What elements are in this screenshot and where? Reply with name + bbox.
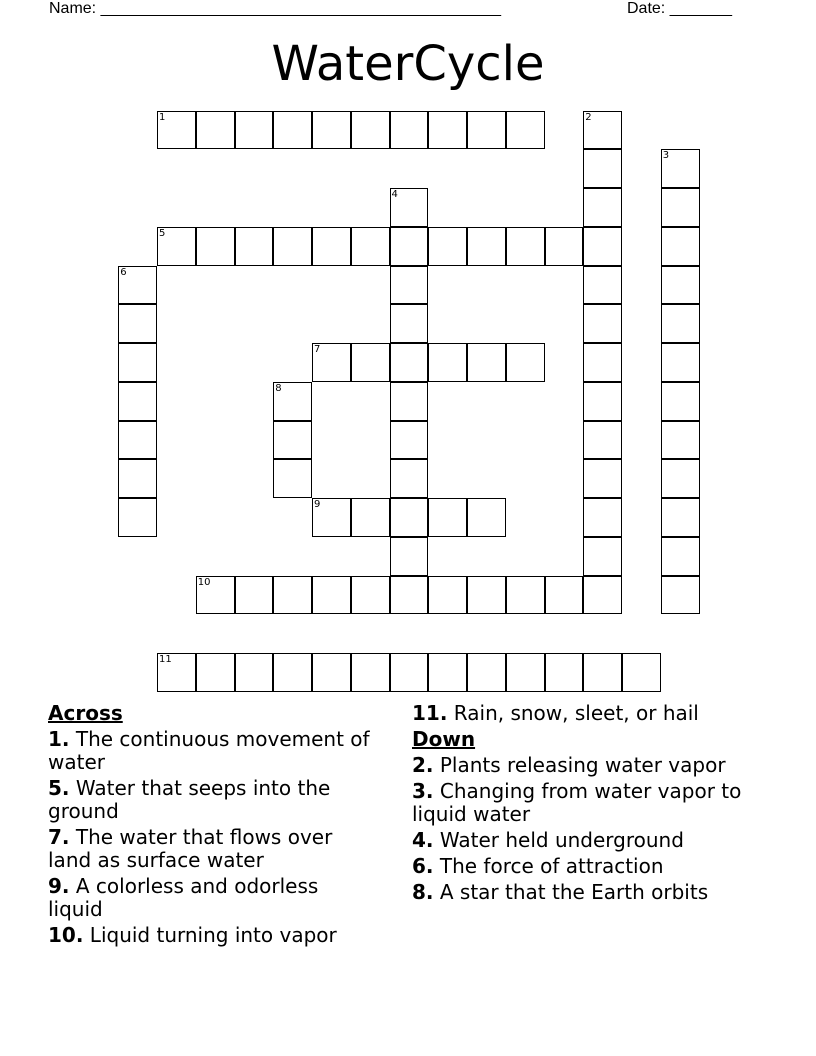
grid-cell[interactable]	[583, 111, 622, 150]
grid-cell[interactable]	[118, 421, 157, 460]
clue-number: 6.	[412, 854, 434, 878]
grid-cell[interactable]	[506, 343, 545, 382]
grid-cell[interactable]	[390, 304, 429, 343]
grid-cell[interactable]	[506, 111, 545, 150]
grid-cell[interactable]	[661, 266, 700, 305]
down-heading: Down	[412, 727, 476, 751]
grid-cell[interactable]	[235, 576, 274, 615]
grid-cell[interactable]	[428, 576, 467, 615]
grid-cell[interactable]	[273, 421, 312, 460]
grid-cell[interactable]	[467, 498, 506, 537]
clue-number: 11.	[412, 701, 448, 725]
down-clue-8	[412, 881, 772, 904]
grid-cell[interactable]	[273, 576, 312, 615]
puzzle-title: WaterCycle	[271, 36, 545, 92]
grid-cell[interactable]	[390, 266, 429, 305]
grid-cell[interactable]	[583, 227, 622, 266]
grid-cell[interactable]	[661, 576, 700, 615]
grid-cell[interactable]	[312, 343, 351, 382]
cell-number: 10	[197, 576, 211, 588]
grid-cell[interactable]	[273, 227, 312, 266]
across-heading: Across	[48, 701, 123, 725]
grid-cell[interactable]	[583, 188, 622, 227]
grid-cell[interactable]	[467, 343, 506, 382]
clue-text: The force of attraction	[433, 854, 664, 878]
grid-cell[interactable]	[545, 227, 584, 266]
grid-cell[interactable]	[118, 498, 157, 537]
clue-text: Liquid turning into vapor	[83, 923, 337, 947]
across-clue-9	[48, 875, 378, 921]
grid-cell[interactable]	[583, 149, 622, 188]
grid-cell[interactable]	[583, 537, 622, 576]
grid-cell[interactable]	[312, 498, 351, 537]
clue-number: 9.	[48, 874, 70, 898]
down-clue-6	[412, 855, 772, 878]
grid-cell[interactable]	[273, 459, 312, 498]
across-clue-11	[412, 702, 772, 725]
grid-cell[interactable]	[583, 498, 622, 537]
grid-cell[interactable]	[351, 653, 390, 692]
grid-cell[interactable]	[583, 576, 622, 615]
grid-cell[interactable]	[390, 459, 429, 498]
clue-number: 3.	[412, 779, 434, 803]
grid-cell[interactable]	[312, 653, 351, 692]
name-field[interactable]: Name: _____________________________________________	[49, 0, 501, 17]
grid-cell[interactable]	[583, 459, 622, 498]
clue-number: 1.	[48, 727, 70, 751]
date-field[interactable]: Date: _______	[627, 0, 732, 17]
grid-cell[interactable]	[661, 227, 700, 266]
grid-cell[interactable]	[118, 266, 157, 305]
grid-cell[interactable]	[583, 653, 622, 692]
grid-cell[interactable]	[661, 149, 700, 188]
grid-cell[interactable]	[661, 343, 700, 382]
grid-cell[interactable]	[390, 227, 429, 266]
grid-cell[interactable]	[118, 382, 157, 421]
grid-cell[interactable]	[661, 188, 700, 227]
grid-cell[interactable]	[390, 188, 429, 227]
grid-cell[interactable]	[467, 227, 506, 266]
grid-cell[interactable]	[661, 421, 700, 460]
grid-cell[interactable]	[428, 227, 467, 266]
across-clue-1	[48, 728, 378, 774]
grid-cell[interactable]	[467, 111, 506, 150]
clue-number: 10.	[48, 923, 84, 947]
grid-cell[interactable]	[661, 304, 700, 343]
down-clue-2	[412, 754, 772, 777]
grid-cell[interactable]	[390, 421, 429, 460]
grid-cell[interactable]	[196, 576, 235, 615]
grid-cell[interactable]	[390, 343, 429, 382]
grid-cell[interactable]	[312, 227, 351, 266]
grid-cell[interactable]	[583, 421, 622, 460]
grid-cell[interactable]	[157, 227, 196, 266]
grid-cell[interactable]	[351, 111, 390, 150]
clue-text: Changing from water vapor to liquid water	[412, 779, 742, 826]
grid-cell[interactable]	[622, 653, 661, 692]
grid-cell[interactable]	[351, 227, 390, 266]
clue-number: 4.	[412, 828, 434, 852]
grid-cell[interactable]	[428, 498, 467, 537]
grid-cell[interactable]	[312, 576, 351, 615]
clue-number: 2.	[412, 753, 434, 777]
grid-cell[interactable]	[390, 576, 429, 615]
grid-cell[interactable]	[390, 382, 429, 421]
grid-cell[interactable]	[506, 227, 545, 266]
grid-cell[interactable]	[157, 111, 196, 150]
grid-cell[interactable]	[351, 498, 390, 537]
grid-cell[interactable]	[390, 498, 429, 537]
grid-cell[interactable]	[467, 576, 506, 615]
grid-cell[interactable]	[583, 304, 622, 343]
cell-number: 1	[159, 111, 166, 123]
grid-cell[interactable]	[661, 382, 700, 421]
clue-text: Plants releasing water vapor	[433, 753, 726, 777]
clue-text: Water held underground	[433, 828, 684, 852]
cell-number: 7	[314, 344, 321, 355]
clue-number: 7.	[48, 825, 70, 849]
clue-text: Rain, snow, sleet, or hail	[447, 701, 699, 725]
cell-number: 11	[159, 654, 172, 665]
grid-cell[interactable]	[273, 382, 312, 421]
cell-number: 3	[662, 150, 670, 162]
grid-cell[interactable]	[661, 498, 700, 537]
grid-cell[interactable]	[583, 343, 622, 382]
across-clue-7	[48, 826, 378, 872]
grid-cell[interactable]	[506, 576, 545, 615]
grid-cell[interactable]	[196, 111, 235, 150]
grid-cell[interactable]	[312, 111, 351, 150]
clue-text: Water that seeps into the ground	[48, 776, 331, 823]
grid-cell[interactable]	[661, 537, 700, 576]
cell-number: 4	[391, 189, 398, 200]
grid-cell[interactable]	[583, 266, 622, 305]
grid-cell[interactable]	[428, 343, 467, 382]
grid-cell[interactable]	[390, 111, 429, 150]
grid-cell[interactable]	[196, 653, 235, 692]
grid-cell[interactable]	[118, 459, 157, 498]
grid-cell[interactable]	[235, 227, 274, 266]
cell-number: 5	[159, 227, 166, 239]
clue-text: A star that the Earth orbits	[433, 880, 709, 904]
grid-cell[interactable]	[661, 459, 700, 498]
down-clue-3	[412, 780, 772, 826]
grid-cell[interactable]	[273, 111, 312, 150]
down-clue-4	[412, 829, 772, 852]
grid-cell[interactable]	[118, 304, 157, 343]
grid-cell[interactable]	[118, 343, 157, 382]
grid-cell[interactable]	[545, 576, 584, 615]
grid-cell[interactable]	[273, 653, 312, 692]
grid-cell[interactable]	[157, 653, 196, 692]
grid-cell[interactable]	[351, 343, 390, 382]
clue-number: 5.	[48, 776, 70, 800]
cell-number: 2	[585, 111, 592, 123]
grid-cell[interactable]	[428, 653, 467, 692]
grid-cell[interactable]	[235, 111, 274, 150]
grid-cell[interactable]	[583, 382, 622, 421]
cell-number: 8	[275, 382, 282, 394]
grid-cell[interactable]	[545, 653, 584, 692]
grid-cell[interactable]	[351, 576, 390, 615]
grid-cell[interactable]	[390, 537, 429, 576]
across-clue-10	[48, 924, 378, 947]
grid-cell[interactable]	[196, 227, 235, 266]
grid-cell[interactable]	[390, 653, 429, 692]
grid-cell[interactable]	[506, 653, 545, 692]
across-clues	[48, 702, 378, 950]
down-clues	[412, 702, 772, 907]
grid-cell[interactable]	[428, 111, 467, 150]
clue-text: The continuous movement of water	[48, 727, 370, 774]
across-clue-5	[48, 777, 378, 823]
cell-number: 9	[314, 499, 321, 510]
grid-cell[interactable]	[235, 653, 274, 692]
cell-number: 6	[120, 266, 127, 278]
clue-text: The water that flows over land as surface water	[48, 825, 333, 872]
grid-cell[interactable]	[467, 653, 506, 692]
clue-number: 8.	[412, 880, 434, 904]
clue-text: A colorless and odorless liquid	[48, 874, 319, 921]
